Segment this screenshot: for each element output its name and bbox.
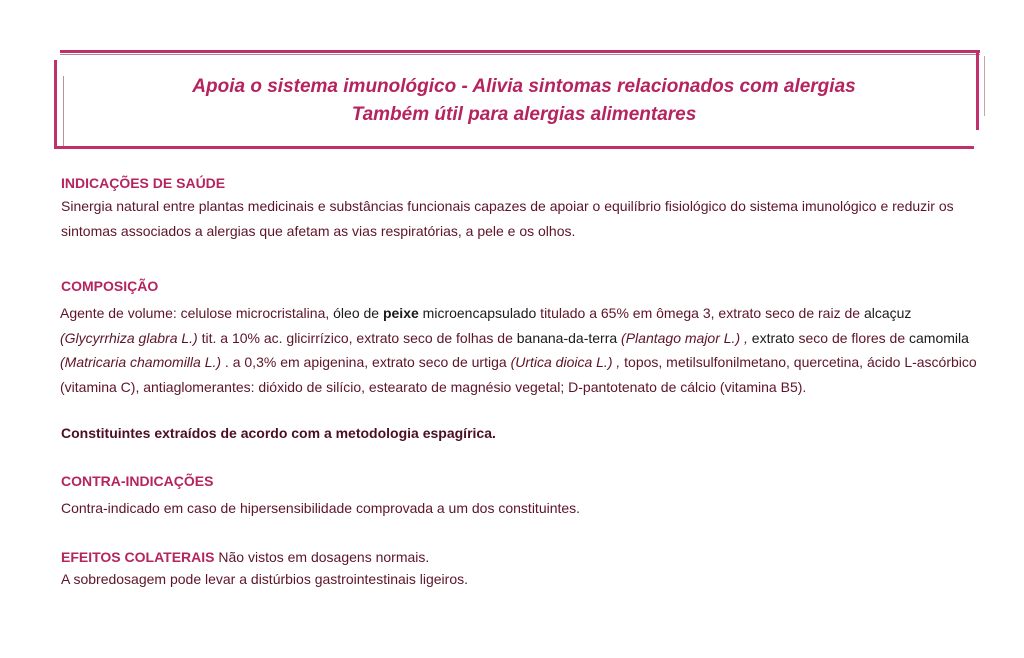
health-text-line-1: Sinergia natural entre plantas medicinais e substâncias funcionais capazes de apoiar o equilíbrio fisiológico do sistema imunológico e reduzir os [61, 198, 954, 214]
contraindications-heading: CONTRA-INDICAÇÕES [61, 472, 214, 489]
side-effects-heading: EFEITOS COLATERAIS [61, 549, 215, 565]
banner-line-1: Apoia o sistema imunológico - Alivia sintomas relacionados com alergias [192, 76, 856, 97]
banner-border-bottom [54, 146, 974, 149]
composition-text [60, 301, 981, 399]
composition-part: camomila [909, 329, 969, 346]
composition-part: óleo de [333, 305, 383, 321]
contraindications-text: Contra-indicado em caso de hipersensibilidade comprovada a um dos constituintes. [61, 499, 581, 516]
document-body [61, 172, 981, 590]
composition-part: microencapsulado [418, 305, 537, 321]
composition-latin-name: (Urtica dioica L.) , [510, 354, 621, 370]
contraindications-section [61, 470, 981, 521]
side-effects-inline: Não vistos em dosagens normais. [214, 549, 430, 565]
title-banner [54, 50, 982, 150]
composition-part: topos, metilsulfonilmetano, quercetina, ácido L-ascórbico (vitamina C), antiaglomerantes: dióxido de silício, estearato de magnésio vegetal; D-pantotenato de cálcio (vitamina B5). [60, 354, 977, 395]
composition-latin-name: (Glycyrrhiza glabra L.) [60, 329, 198, 346]
spagyric-note: Constituintes extraídos de acordo com a metodologia espagírica. [61, 425, 496, 441]
composition-heading: COMPOSIÇÃO [61, 278, 159, 294]
banner-border-top [60, 50, 980, 53]
banner-border-top-shadow [60, 54, 980, 55]
composition-part: tit. a 10% ac. glicirrízico, extrato seco de folhas de [197, 329, 517, 346]
side-effects-text [61, 546, 981, 590]
composition-part: banana-da-terra [516, 329, 618, 346]
composition-part: . a 0,3% em apigenina, extrato seco de urtiga [221, 354, 511, 370]
health-text-line-2: sintomas associados a alergias que afetam as vias respiratórias, a pele e os olhos. [61, 222, 576, 239]
health-indications-heading: INDICAÇÕES DE SAÚDE [61, 175, 226, 191]
composition-part: seco de flores de [794, 329, 909, 346]
composition-part: alcaçuz [863, 305, 912, 321]
composition-part: Agente de volume: celulose microcristalina, [60, 305, 334, 321]
side-effects-line-2: A sobredosagem pode levar a distúrbios gastrointestinais ligeiros. [61, 571, 469, 587]
health-indications-text [61, 194, 981, 243]
banner-title [54, 73, 994, 129]
composition-section [61, 275, 981, 446]
composition-emphasis: peixe [382, 305, 419, 321]
composition-part: extrato [747, 329, 795, 346]
health-indications-section [61, 172, 981, 243]
composition-latin-name: (Plantago major L.) , [617, 329, 748, 346]
composition-latin-name: (Matricaria chamomilla L.) [60, 354, 222, 370]
banner-line-2: Também útil para alergias alimentares [351, 104, 697, 125]
side-effects-section [61, 546, 981, 590]
composition-part: titulado a 65% em ômega 3, extrato seco de raiz de [536, 305, 864, 321]
